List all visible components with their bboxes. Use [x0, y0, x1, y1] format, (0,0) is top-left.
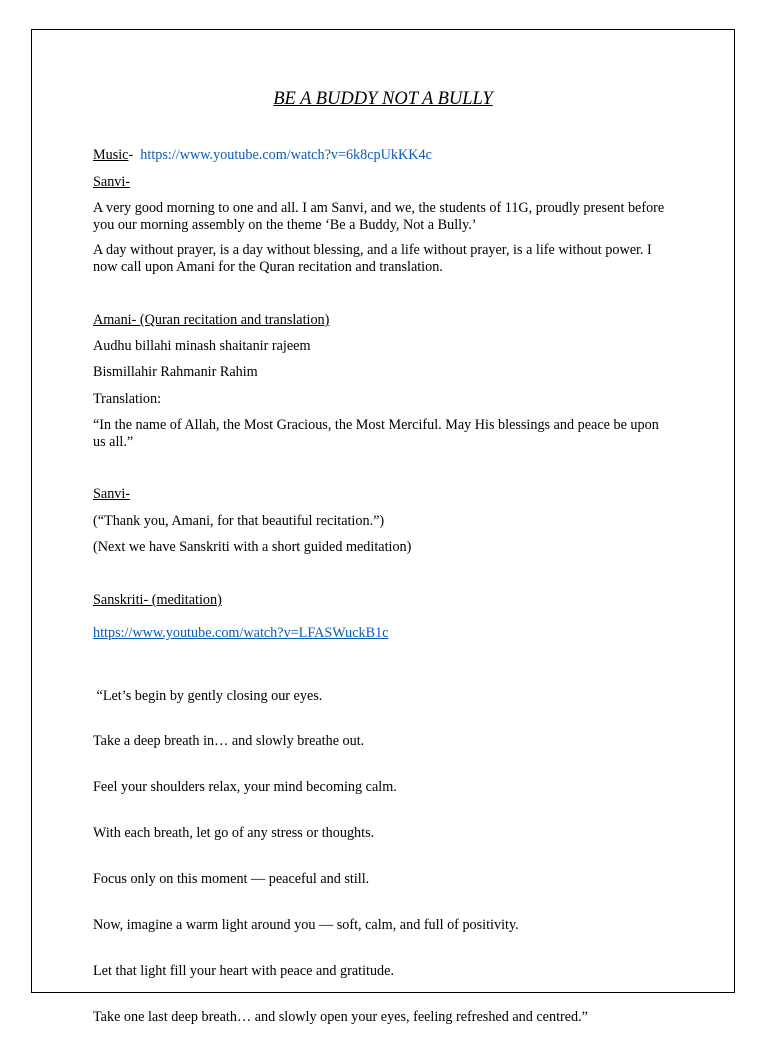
meditation-line: Focus only on this moment — peaceful and still.: [93, 871, 370, 888]
recitation-line-2: Bismillahir Rahmanir Rahim: [93, 364, 258, 380]
meditation-line: Now, imagine a warm light around you — soft, calm, and full of positivity.: [93, 917, 519, 934]
amani-heading: Amani- (Quran recitation and translation): [93, 312, 330, 328]
sanvi-label-2: Sanvi-: [93, 486, 131, 502]
next-line: (Next we have Sanskriti with a short guided meditation): [93, 539, 412, 555]
document-title: BE A BUDDY NOT A BULLY: [273, 89, 493, 109]
thanks-line: (“Thank you, Amani, for that beautiful recitation.”): [93, 513, 385, 529]
meditation-line: With each breath, let go of any stress or thoughts.: [93, 825, 375, 842]
translation-label: Translation:: [93, 391, 162, 407]
meditation-link[interactable]: https://www.youtube.com/watch?v=LFASWuckB1c: [93, 625, 389, 641]
music-line: [93, 147, 673, 164]
meditation-line: Feel your shoulders relax, your mind becoming calm.: [93, 779, 397, 796]
meditation-line: “Let’s begin by gently closing our eyes.: [93, 687, 323, 704]
music-separator: -: [128, 147, 134, 163]
sanvi-label-1: Sanvi-: [93, 174, 131, 190]
sanskriti-heading: Sanskriti- (meditation): [93, 592, 222, 608]
recitation-line-1: Audhu billahi minash shaitanir rajeem: [93, 338, 311, 354]
meditation-script: [93, 658, 673, 1056]
translation-text: “In the name of Allah, the Most Gracious, the Most Merciful. May His blessings and peace be upon us all.”: [93, 417, 659, 450]
meditation-link-line: [93, 625, 388, 642]
intro-paragraph: A very good morning to one and all. I am Sanvi, and we, the students of 11G, proudly present before you our morning assembly on the theme ‘Be a Buddy, Not a Bully.’: [93, 200, 665, 233]
music-label: Music: [93, 147, 129, 163]
meditation-line: Let that light fill your heart with peace and gratitude.: [93, 962, 394, 979]
prayer-paragraph: A day without prayer, is a day without blessing, and a life without prayer, is a life without power. I now call upon Amani for the Quran recitation and translation.: [93, 242, 652, 275]
meditation-line: Take a deep breath in… and slowly breathe out.: [93, 733, 365, 750]
music-link[interactable]: https://www.youtube.com/watch?v=6k8cpUkKK4c: [140, 147, 432, 163]
meditation-line: Take one last deep breath… and slowly open your eyes, feeling refreshed and centred.”: [93, 1008, 588, 1025]
